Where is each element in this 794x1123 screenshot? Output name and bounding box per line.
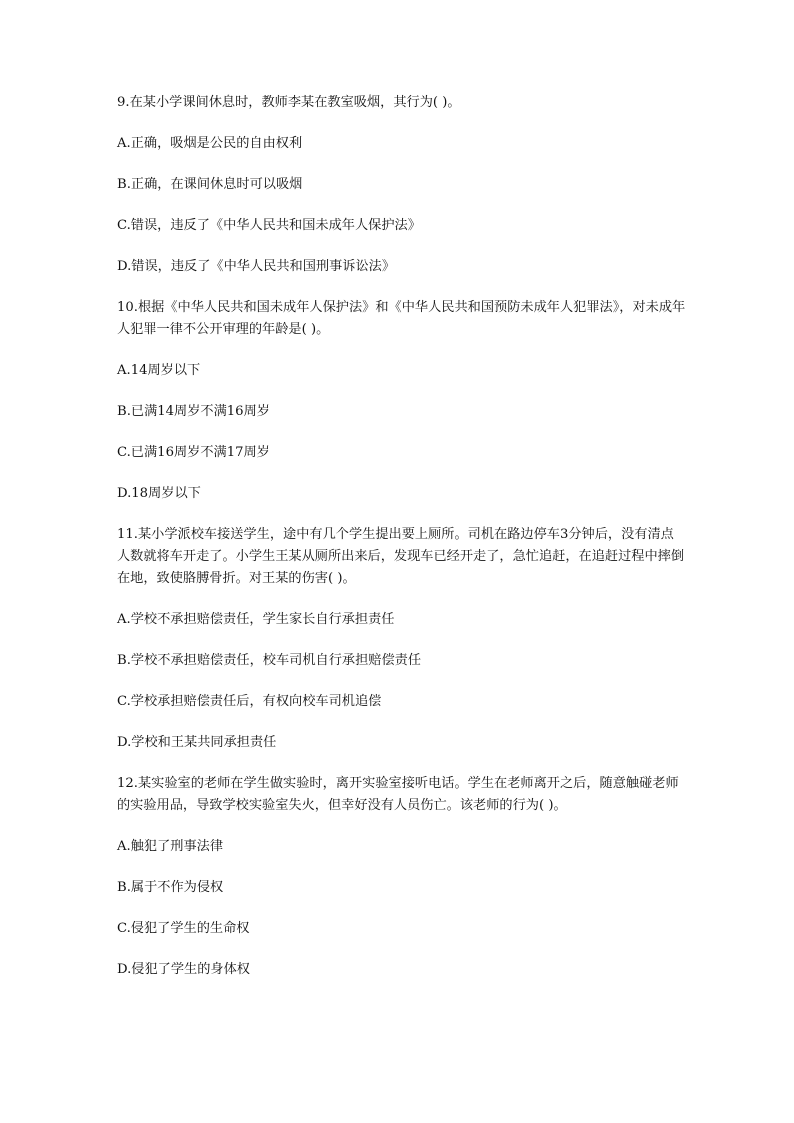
option-b: B.属于不作为侵权: [117, 880, 224, 895]
option-a: A.触犯了刑事法律: [117, 839, 224, 854]
option-d: D.错误，违反了《中华人民共和国刑事诉讼法》: [117, 259, 396, 274]
option-d: D.18周岁以下: [117, 486, 201, 501]
option-c: C.已满16周岁不满17周岁: [117, 445, 270, 460]
question-10: [117, 297, 687, 505]
option-b: B.正确，在课间休息时可以吸烟: [117, 177, 303, 192]
option-c: C.侵犯了学生的生命权: [117, 921, 250, 936]
option-d: D.侵犯了学生的身体权: [117, 962, 250, 977]
option-a: A.正确，吸烟是公民的自由权利: [117, 136, 303, 151]
question-12: [117, 773, 687, 981]
option-c: C.错误，违反了《中华人民共和国未成年人保护法》: [117, 218, 421, 233]
question-stem: 10.根据《中华人民共和国未成年人保护法》和《中华人民共和国预防未成年人犯罪法》，对未成年人犯罪一律不公开审理的年龄是( )。: [117, 300, 686, 337]
document-page: [117, 92, 687, 1000]
option-b: B.已满14周岁不满16周岁: [117, 404, 270, 419]
option-c: C.学校承担赔偿责任后，有权向校车司机追偿: [117, 694, 382, 709]
question-stem: 11.某小学派校车接送学生，途中有几个学生提出要上厕所。司机在路边停车3分钟后，没有清点人数就将车开走了。小学生王某从厕所出来后，发现车已经开走了，急忙追赶，在追赶过程中摔倒在地，致使胳膊骨折。对王某的伤害( )。: [117, 527, 685, 586]
question-stem: 9.在某小学课间休息时，教师李某在教室吸烟，其行为( )。: [117, 95, 461, 110]
option-a: A.学校不承担赔偿责任，学生家长自行承担责任: [117, 612, 395, 627]
question-11: [117, 524, 687, 754]
question-stem: 12.某实验室的老师在学生做实验时，离开实验室接听电话。学生在老师离开之后，随意触碰老师的实验用品，导致学校实验室失火，但幸好没有人员伤亡。该老师的行为( )。: [117, 776, 679, 813]
option-b: B.学校不承担赔偿责任，校车司机自行承担赔偿责任: [117, 653, 422, 668]
option-a: A.14周岁以下: [117, 363, 201, 378]
option-d: D.学校和王某共同承担责任: [117, 735, 277, 750]
question-9: [117, 92, 687, 278]
